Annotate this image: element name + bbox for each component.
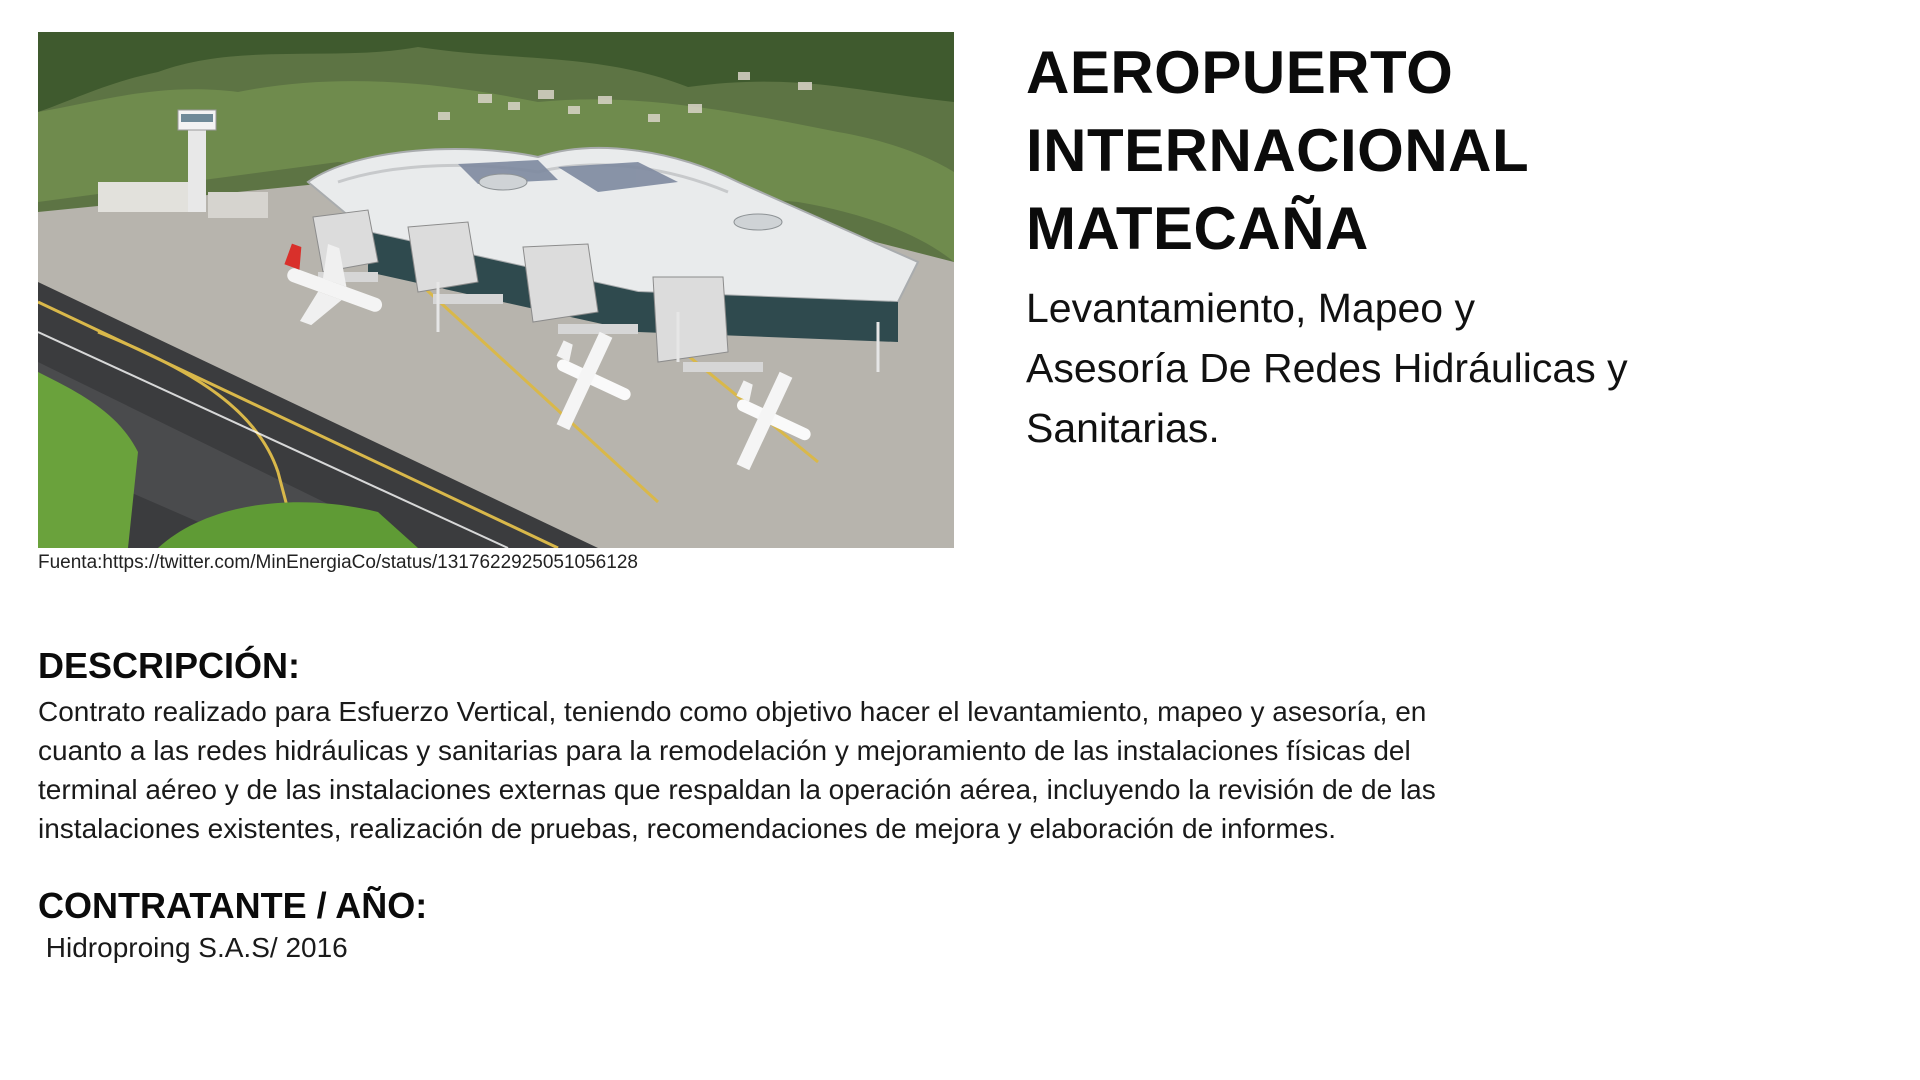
description-line: Contrato realizado para Esfuerzo Vertical, teniendo como objetivo hacer el levantamiento, mapeo y asesoría, en [38, 696, 1427, 727]
airport-aerial-image [38, 32, 954, 548]
project-subtitle-line: Sanitarias. [1026, 405, 1220, 451]
project-subtitle [1026, 278, 1846, 458]
project-subtitle-line: Asesoría De Redes Hidráulicas y [1026, 345, 1628, 391]
photo-source-caption: Fuenta:https://twitter.com/MinEnergiaCo/status/1317622925051056128 [38, 552, 638, 573]
description-line: instalaciones existentes, realización de pruebas, recomendaciones de mejora y elaboración de informes. [38, 813, 1337, 844]
project-title-line: INTERNACIONAL [1026, 117, 1530, 184]
description-line: terminal aéreo y de las instalaciones externas que respaldan la operación aérea, incluyendo la revisión de de las [38, 774, 1436, 805]
description-line: cuanto a las redes hidráulicas y sanitarias para la remodelación y mejoramiento de las instalaciones físicas del [38, 735, 1411, 766]
project-subtitle-line: Levantamiento, Mapeo y [1026, 285, 1475, 331]
airport-photo [38, 32, 954, 548]
contractor-year-value: Hidroproing S.A.S/ 2016 [38, 932, 348, 963]
project-title-line: MATECAÑA [1026, 195, 1369, 262]
description-text [38, 692, 1698, 848]
project-title-line: AEROPUERTO [1026, 39, 1454, 106]
project-title [1026, 34, 1846, 268]
contractor-year-heading: CONTRATANTE / AÑO: [38, 885, 428, 926]
description-heading: DESCRIPCIÓN: [38, 645, 301, 686]
